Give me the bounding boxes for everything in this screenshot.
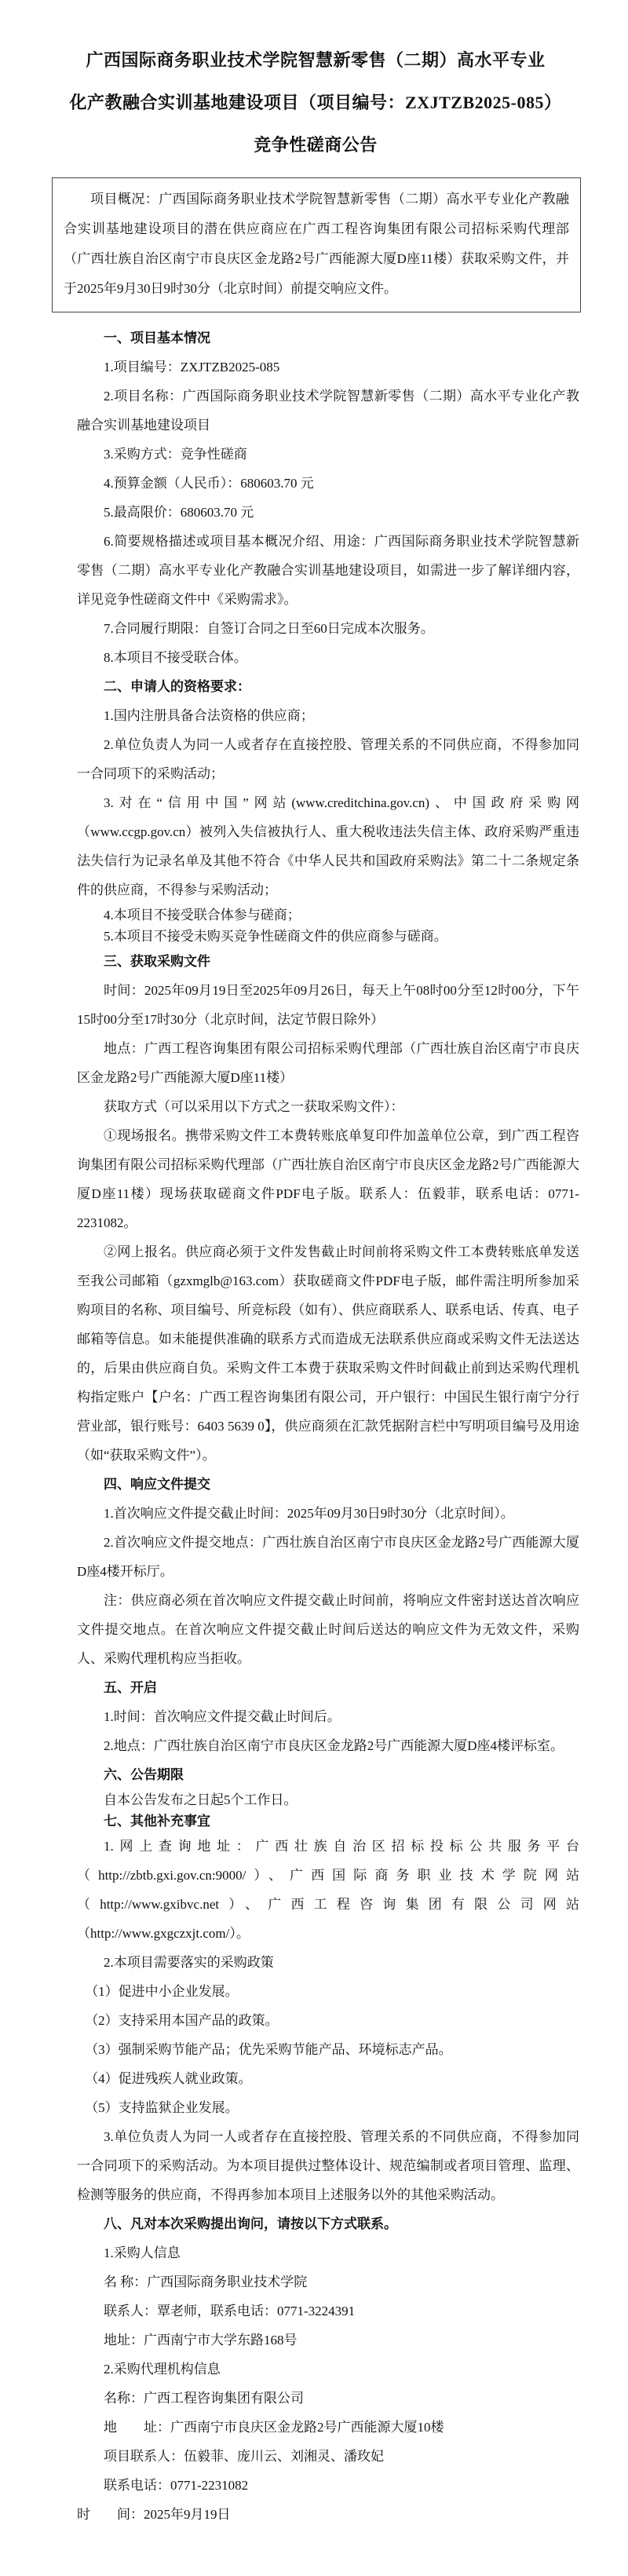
paragraph: （1）促进中小企业发展。 — [85, 1984, 239, 1999]
paragraph: 1.网上查询地址：广西壮族自治区招标投标公共服务平台（http://zbtb.gxi.gov.cn:9000/）、广西国际商务职业技术学院网站（http://www.gxibvc.net）、广西工程咨询集团有限公司网站（http://www.gxgczxjt.com/）。 — [77, 1839, 579, 1941]
document-title-line-1: 广西国际商务职业技术学院智慧新零售（二期）高水平专业 — [86, 50, 546, 70]
paragraph: 3.采购方式：竞争性磋商 — [104, 447, 247, 462]
document-title — [52, 39, 579, 166]
paragraph: 联系电话：0771-2231082 — [104, 2478, 249, 2493]
section-heading: 五、开启 — [104, 1680, 157, 1695]
paragraph: 1.采购人信息 — [104, 2245, 181, 2260]
paragraph: 地点：广西工程咨询集团有限公司招标采购代理部（广西壮族自治区南宁市良庆区金龙路2号广西能源大厦D座11楼） — [77, 1041, 579, 1085]
paragraph: 5.最高限价：680603.70 元 — [104, 505, 254, 520]
paragraph: 7.合同履行期限：自签订合同之日至60日完成本次服务。 — [104, 621, 434, 636]
paragraph: 获取方式（可以采用以下方式之一获取采购文件）： — [104, 1099, 404, 1114]
paragraph: 1.时间：首次响应文件提交截止时间后。 — [104, 1709, 341, 1724]
section-heading: 一、项目基本情况 — [104, 331, 210, 345]
paragraph: 名 称：广西国际商务职业技术学院 — [104, 2275, 308, 2289]
paragraph: 2.项目名称：广西国际商务职业技术学院智慧新零售（二期）高水平专业化产教融合实训基地建设项目 — [77, 389, 579, 433]
paragraph: 时间：2025年09月19日至2025年09月26日，每天上午08时00分至12时00分，下午15时00分至17时30分（北京时间，法定节假日除外） — [77, 983, 579, 1027]
paragraph: 3.对在“信用中国”网站(www.creditchina.gov.cn)、中国政府采购网（www.ccgp.gov.cn）被列入失信被执行人、重大税收违法失信主体、政府采购严重违法失信行为记录名单及其他不符合《中华人民共和国政府采购法》第二十二条规定条件的供应商，不得参与采购活动； — [77, 795, 579, 897]
paragraph: 1.首次响应文件提交截止时间：2025年09月30日9时30分（北京时间）。 — [104, 1506, 514, 1521]
paragraph: 项目联系人：伍毅菲、庞川云、刘湘灵、潘玫妃 — [104, 2449, 384, 2464]
section-heading: 六、公告期限 — [104, 1767, 184, 1782]
paragraph: 名称：广西工程咨询集团有限公司 — [104, 2391, 304, 2406]
section-heading: 三、获取采购文件 — [104, 954, 210, 969]
paragraph: 8.本项目不接受联合体。 — [104, 650, 247, 665]
section-heading: 七、其他补充事宜 — [104, 1814, 210, 1829]
paragraph: 2.单位负责人为同一人或者存在直接控股、管理关系的不同供应商，不得参加同一合同项下的采购活动； — [77, 737, 579, 781]
paragraph: 2.本项目需要落实的采购政策 — [104, 1955, 274, 1970]
paragraph: 时 间：2025年9月19日 — [77, 2507, 231, 2522]
document-title-line-2: 化产教融合实训基地建设项目（项目编号：ZXJTZB2025-085） — [69, 93, 562, 112]
paragraph: （2）支持采用本国产品的政策。 — [85, 2013, 279, 2028]
paragraph: 2.采购代理机构信息 — [104, 2362, 221, 2377]
document-title-line-3: 竞争性磋商公告 — [254, 135, 378, 155]
paragraph: （4）促进残疾人就业政策。 — [85, 2071, 252, 2086]
paragraph: 4.预算金额（人民币）：680603.70 元 — [104, 476, 314, 491]
paragraph: 注：供应商必须在首次响应文件提交截止时间前，将响应文件密封送达首次响应文件提交地点。在首次响应文件提交截止时间后送达的响应文件为无效文件，采购人、采购代理机构应当拒收。 — [77, 1593, 579, 1666]
paragraph: 2.首次响应文件提交地点：广西壮族自治区南宁市良庆区金龙路2号广西能源大厦D座4楼开标厅。 — [77, 1535, 579, 1579]
paragraph: ①现场报名。携带采购文件工本费转账底单复印件加盖单位公章，到广西工程咨询集团有限公司招标采购代理部（广西壮族自治区南宁市良庆区金龙路2号广西能源大厦D座11楼）现场获取磋商文件PDF电子版。联系人：伍毅菲，联系电话：0771-2231082。 — [77, 1128, 579, 1230]
project-overview-box — [52, 177, 581, 312]
paragraph: 1.国内注册具备合法资格的供应商； — [104, 708, 314, 723]
paragraph: （5）支持监狱企业发展。 — [85, 2100, 239, 2115]
document-body — [77, 323, 579, 2529]
paragraph: 联系人：覃老师，联系电话：0771-3224391 — [104, 2304, 356, 2318]
paragraph: 2.地点：广西壮族自治区南宁市良庆区金龙路2号广西能源大厦D座4楼评标室。 — [104, 1738, 564, 1753]
paragraph: 6.简要规格描述或项目基本概况介绍、用途：广西国际商务职业技术学院智慧新零售（二期）高水平专业化产教融合实训基地建设项目，如需进一步了解详细内容，详见竞争性磋商文件中《采购需求》。 — [77, 534, 579, 607]
paragraph: ②网上报名。供应商必须于文件发售截止时间前将采购文件工本费转账底单发送至我公司邮箱（gzxmglb@163.com）获取磋商文件PDF电子版，邮件需注明所参加采购项目的名称、项目编号、所竞标段（如有）、供应商联系人、联系电话、传真、电子邮箱等信息。如未能提供准确的联系方式而造成无法联系供应商或采购文件无法送达的，后果由供应商自负。采购文件工本费于获取采购文件时间截止前到达采购代理机构指定账户【户名：广西工程咨询集团有限公司，开户银行：中国民生银行南宁分行营业部，银行账号：6403 5639 0】，供应商须在汇款凭据附言栏中写明项目编号及用途（如“获取采购文件”）。 — [77, 1244, 579, 1463]
paragraph: 3.单位负责人为同一人或者存在直接控股、管理关系的不同供应商，不得参加同一合同项下的采购活动。为本项目提供过整体设计、规范编制或者项目管理、监理、检测等服务的供应商，不得再参加本项目上述服务以外的其他采购活动。 — [77, 2129, 579, 2202]
project-overview-text: 项目概况：广西国际商务职业技术学院智慧新零售（二期）高水平专业化产教融合实训基地建设项目的潜在供应商应在广西工程咨询集团有限公司招标采购代理部（广西壮族自治区南宁市良庆区金龙路2号广西能源大厦D座11楼）获取采购文件，并于2025年9月30日9时30分（北京时间）前提交响应文件。 — [64, 192, 569, 296]
paragraph: 自本公告发布之日起5个工作日。 — [104, 1792, 298, 1807]
paragraph: 地址：广西南宁市大学东路168号 — [104, 2333, 298, 2348]
section-heading: 八、凡对本次采购提出询问，请按以下方式联系。 — [104, 2216, 397, 2231]
paragraph: 地 址：广西南宁市良庆区金龙路2号广西能源大厦10楼 — [104, 2420, 444, 2435]
paragraph: （3）强制采购节能产品；优先采购节能产品、环境标志产品。 — [85, 2042, 452, 2057]
section-heading: 二、申请人的资格要求： — [104, 679, 250, 694]
paragraph: 1.项目编号：ZXJTZB2025-085 — [104, 360, 280, 375]
section-heading: 四、响应文件提交 — [104, 1477, 210, 1492]
paragraph: 4.本项目不接受联合体参与磋商； — [104, 908, 301, 923]
paragraph: 5.本项目不接受未购买竞争性磋商文件的供应商参与磋商。 — [104, 929, 447, 944]
